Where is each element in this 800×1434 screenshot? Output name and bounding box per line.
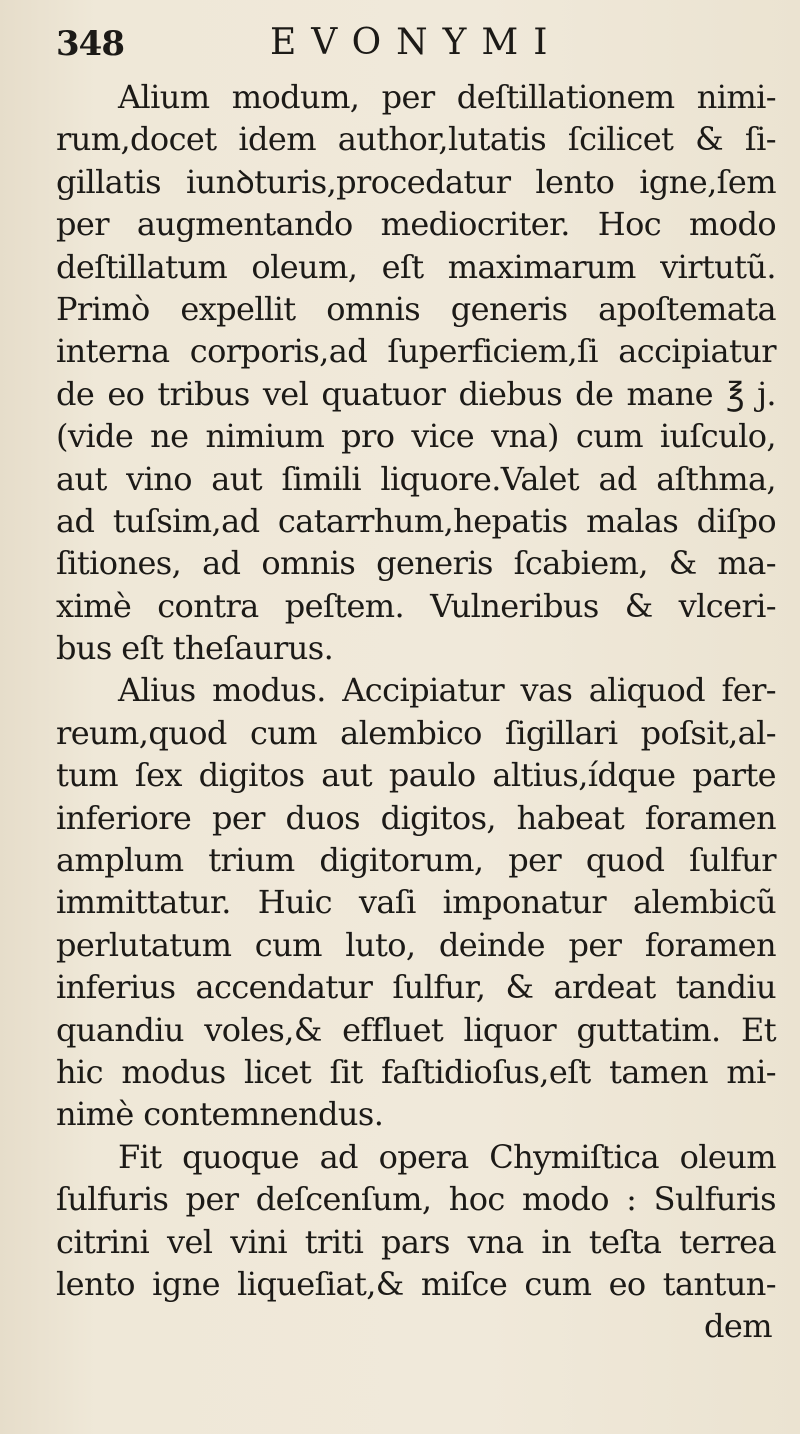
text-line: inferiore per duos digitos, habeat foramen: [56, 798, 776, 837]
body-text: [56, 76, 776, 1348]
text-line: Alius modus. Accipiatur vas aliquod fer-: [118, 671, 776, 710]
text-line: amplum trium digitorum, per quod ſulfur: [56, 841, 776, 880]
text-line: deſtillatum oleum, eſt maximarum virtutũ.: [56, 247, 776, 286]
text-line: ximè contra peſtem. Vulneribus & vlceri-: [56, 586, 776, 625]
text-line: aut vino aut ſimili liquore.Valet ad aſthma,: [56, 459, 776, 498]
text-line: immittatur. Huic vaſi imponatur alembicũ: [56, 883, 776, 922]
text-line: nimè contemnendus.: [56, 1095, 384, 1134]
text-line: inferius accendatur ſulfur, & ardeat tandiu: [56, 968, 776, 1007]
text-line: Primò expellit omnis generis apoſtemata: [56, 289, 776, 328]
text-line: perlutatum cum luto, deinde per foramen: [56, 925, 776, 964]
text-line: citrini vel vini triti pars vna in teſta terrea: [56, 1222, 776, 1261]
text-line: (vide ne nimium pro vice vna) cum iuſculo,: [56, 417, 776, 456]
text-line: ad tuſsim,ad catarrhum,hepatis malas diſpo: [56, 501, 776, 540]
text-line: hic modus licet ſit faſtidioſus,eſt tamen mi-: [56, 1052, 776, 1091]
text-line: reum,quod cum alembico ſigillari poſsit,al-: [56, 713, 776, 752]
text-line: interna corporis,ad ſuperficiem,ſi accipiatur: [56, 332, 776, 371]
text-line: bus eſt theſaurus.: [56, 629, 334, 668]
page-number: 348: [56, 24, 124, 64]
text-line: gillatis iunꝺturis,procedatur lento igne,ſem: [56, 162, 776, 201]
text-line: lento igne liqueſiat,& miſce cum eo tantun-: [56, 1264, 776, 1303]
running-head: EVONYMI: [270, 22, 563, 63]
text-line: quandiu voles,& effluet liquor guttatim. Et: [56, 1010, 776, 1049]
text-line: Alium modum, per deſtillationem nimi-: [118, 78, 776, 116]
text-line: per augmentando mediocriter. Hoc modo: [56, 205, 776, 244]
text-line: ſulfuris per deſcenſum, hoc modo : Sulfuris: [56, 1180, 776, 1219]
page-header: [56, 18, 776, 64]
text-line: de eo tribus vel quatuor diebus de mane ℥ j.: [56, 374, 776, 413]
text-line: tum ſex digitos aut paulo altius,ídque parte: [56, 756, 776, 795]
text-line: ſitiones, ad omnis generis ſcabiem, & ma-: [56, 544, 776, 583]
catchword: dem: [704, 1307, 772, 1346]
text-line: rum,docet idem author,lutatis ſcilicet & ſi-: [56, 120, 776, 159]
text-line: Fit quoque ad opera Chymiſtica oleum: [118, 1137, 776, 1176]
